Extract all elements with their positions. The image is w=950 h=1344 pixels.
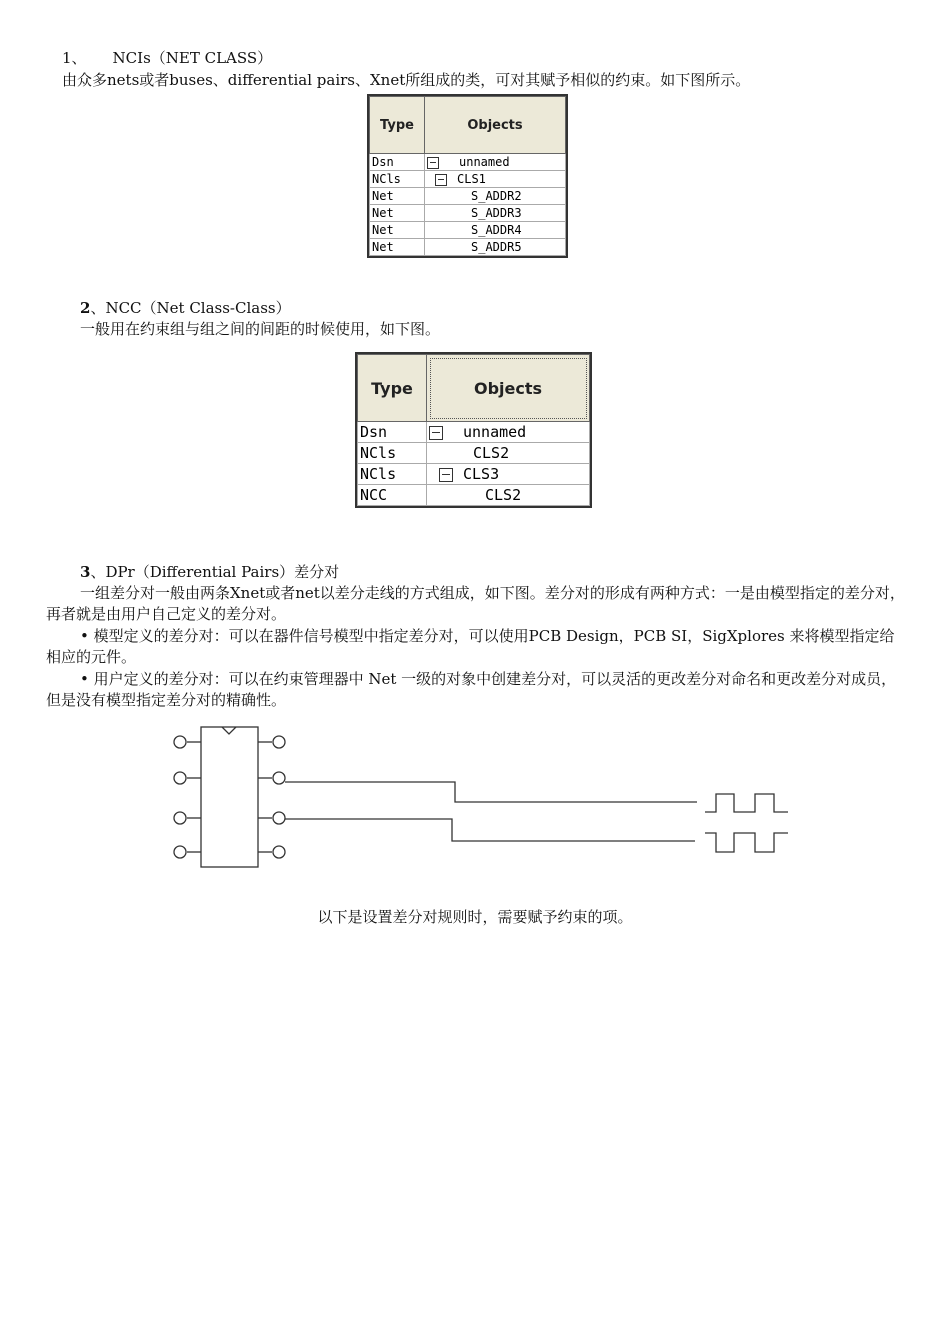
object-cell: CLS2 xyxy=(427,443,590,464)
type-cell: NCls xyxy=(358,443,427,464)
pin-icon xyxy=(174,812,186,824)
object-cell: unnamed xyxy=(427,422,590,443)
type-cell: NCls xyxy=(370,171,425,188)
net-class-table xyxy=(367,94,568,258)
type-cell: Net xyxy=(370,188,425,205)
object-cell: S_ADDR5 xyxy=(425,239,566,256)
object-cell: CLS3 xyxy=(427,464,590,485)
object-cell: S_ADDR3 xyxy=(425,205,566,222)
table-row[interactable] xyxy=(358,485,590,506)
section2-paragraph: 一般用在约束组与组之间的间距的时候使用，如下图。 xyxy=(80,320,441,338)
table-row[interactable] xyxy=(370,171,566,188)
table-row[interactable] xyxy=(358,464,590,485)
pin-icon xyxy=(174,736,186,748)
differential-pair-diagram xyxy=(0,720,950,900)
ic-chip-body xyxy=(201,727,258,867)
collapse-icon[interactable] xyxy=(429,426,443,440)
section3-number: 3 xyxy=(80,563,91,581)
bullet-user-defined: • 用户定义的差分对：可以在约束管理器中 Net 一级的对象中创建差分对，可以灵活的更改差分对命名和更改差分对成员，但是没有模型指定差分对的精确性。 xyxy=(46,670,897,709)
collapse-icon[interactable] xyxy=(435,174,447,186)
section2-title: 、NCC（Net Class-Class） xyxy=(90,299,291,317)
type-cell: Net xyxy=(370,239,425,256)
pin-icon xyxy=(174,772,186,784)
diff-trace-positive xyxy=(285,782,697,802)
section1-title: NCIs（NET CLASS） xyxy=(112,49,273,67)
type-cell: Net xyxy=(370,222,425,239)
section1-paragraph: 由众多nets或者buses、differential pairs、Xnet所组成的类，可对其赋予相似的约束。如下图所示。 xyxy=(62,71,751,89)
diagram-caption: 以下是设置差分对规则时，需要赋予约束的项。 xyxy=(317,908,633,926)
collapse-icon[interactable] xyxy=(439,468,453,482)
section3-paragraph: 一组差分对一般由两条Xnet或者net以差分走线的方式组成，如下图。差分对的形成有两种方式：一是由模型指定的差分对，再者就是由用户自己定义的差分对。 xyxy=(46,584,905,623)
waveform-positive-icon xyxy=(705,794,788,812)
column-header-objects: Objects xyxy=(425,97,566,154)
table-row[interactable] xyxy=(370,188,566,205)
table-row[interactable] xyxy=(358,443,590,464)
column-header-objects: Objects xyxy=(427,355,590,422)
net-class-class-table xyxy=(355,352,592,508)
table-row[interactable] xyxy=(358,422,590,443)
table-row[interactable] xyxy=(370,205,566,222)
type-cell: Dsn xyxy=(358,422,427,443)
type-cell: NCls xyxy=(358,464,427,485)
column-header-type: Type xyxy=(370,97,425,154)
object-cell: CLS2 xyxy=(427,485,590,506)
pin-icon xyxy=(273,736,285,748)
bullet-model-defined: • 模型定义的差分对：可以在器件信号模型中指定差分对，可以使用PCB Design，PCB SI，SigXplores 来将模型指定给相应的元件。 xyxy=(46,627,895,666)
pin-icon xyxy=(273,772,285,784)
pin-icon xyxy=(174,846,186,858)
object-cell: S_ADDR2 xyxy=(425,188,566,205)
column-header-type: Type xyxy=(358,355,427,422)
table-row[interactable] xyxy=(370,239,566,256)
object-cell: unnamed xyxy=(425,154,566,171)
type-cell: Dsn xyxy=(370,154,425,171)
section3-title: 、DPr（Differential Pairs）差分对 xyxy=(90,563,340,581)
type-cell: Net xyxy=(370,205,425,222)
waveform-negative-icon xyxy=(705,833,788,852)
collapse-icon[interactable] xyxy=(427,157,439,169)
section2-number: 2 xyxy=(80,299,91,317)
table-row[interactable] xyxy=(370,222,566,239)
section3-heading xyxy=(80,562,339,582)
section2-heading xyxy=(80,298,291,318)
table-row[interactable] xyxy=(370,154,566,171)
pin-icon xyxy=(273,846,285,858)
pin-icon xyxy=(273,812,285,824)
section1-heading xyxy=(62,48,272,68)
object-cell: CLS1 xyxy=(425,171,566,188)
diff-trace-negative xyxy=(285,819,695,841)
object-cell: S_ADDR4 xyxy=(425,222,566,239)
section1-number: 1、 xyxy=(62,49,87,67)
type-cell: NCC xyxy=(358,485,427,506)
